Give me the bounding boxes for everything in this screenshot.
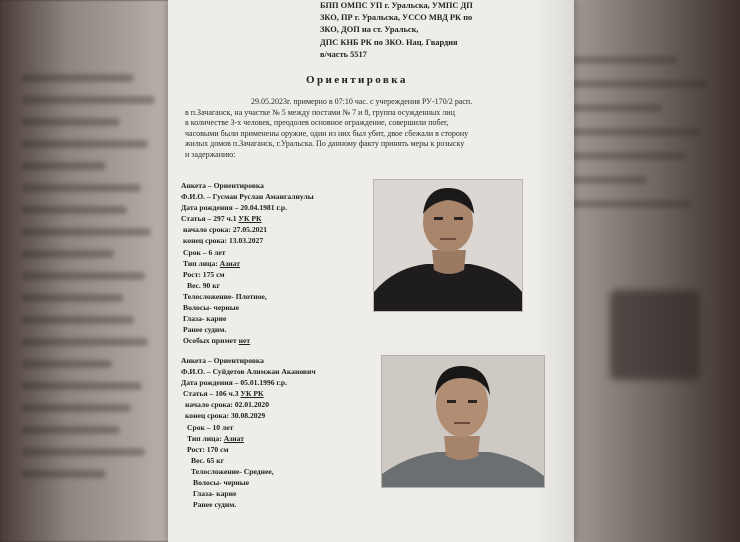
full-name: Ф.И.О. – Гусман Руслан Амангалиулы xyxy=(181,192,314,202)
term-length: Срок – 6 лет xyxy=(183,247,226,257)
article: Статья – 297 ч.1 УК РК xyxy=(181,214,262,224)
suspect-card-1 xyxy=(181,180,314,346)
term-end: конец срока: 30.08.2029 xyxy=(185,411,266,421)
date-of-birth: Дата рождения – 05.01.1996 г.р. xyxy=(181,378,288,388)
header-line: ЗКО, ДОП на ст. Уральск, xyxy=(320,25,419,35)
header-line: ЗКО, ПР г. Уральска, УССО МВД РК по xyxy=(320,13,473,23)
card-heading: Анкета – Ориентировка xyxy=(181,181,264,190)
face-type: Тип лица: Азиат xyxy=(183,258,241,268)
document-title: Ориентировка xyxy=(306,74,408,86)
term-end: конец срока: 13.03.2027 xyxy=(183,236,264,246)
card-heading: Анкета – Ориентировка xyxy=(181,356,264,365)
issuer-header xyxy=(320,0,473,61)
weight: Вес. 65 кг xyxy=(191,455,225,465)
suspect-card-2 xyxy=(181,355,316,510)
criminal-record: Ранее судим. xyxy=(183,325,227,335)
height: Рост: 175 см xyxy=(183,269,225,279)
date-of-birth: Дата рождения – 20.04.1981 г.р. xyxy=(181,203,288,213)
special-marks: Особых примет нет xyxy=(183,336,251,346)
article: Статья – 106 ч.3 УК РК xyxy=(183,389,264,399)
background-photo-blur xyxy=(610,290,700,380)
build: Телосложение- Среднее, xyxy=(191,466,274,476)
header-line: БПП ОМПС УП г. Уральска, УМПС ДП xyxy=(320,1,473,10)
eyes: Глаза- карие xyxy=(183,314,227,324)
weight: Вес. 90 кг xyxy=(187,280,221,290)
suspect-photo-2 xyxy=(381,355,545,488)
body-line: в п.Зачаганск, на участке № 5 между постами № 7 и 8, группа осужденных лиц xyxy=(185,107,455,117)
term-start: начало срока: 02.01.2020 xyxy=(185,400,270,410)
criminal-record: Ранее судим. xyxy=(193,500,237,510)
body-line: и задержанию: xyxy=(185,149,236,159)
body-line: в количестве 3-х человек, преодолев основное ограждение, совершили побег, xyxy=(185,118,449,128)
hair: Волосы- черные xyxy=(183,303,240,313)
term-start: начало срока: 27.05.2021 xyxy=(183,225,268,235)
body-line: жилых домов п.Зачаганск, г.Уральска. По данному факту принять меры к розыску xyxy=(185,139,465,149)
term-length: Срок – 10 лет xyxy=(187,422,234,432)
header-line: ДПС КНБ РК по ЗКО. Нац. Гвардия xyxy=(320,37,458,47)
body-line: часовыми были применены оружие, один из них был убит, двое сбежали в сторону xyxy=(185,128,469,138)
incident-description xyxy=(185,97,560,161)
height: Рост: 170 см xyxy=(187,444,229,454)
background-right-text xyxy=(572,40,722,224)
face-type: Тип лица: Азиат xyxy=(187,433,245,443)
header-line: в/часть 5517 xyxy=(320,49,367,59)
full-name: Ф.И.О. – Суйдетов Алимжан Аканович xyxy=(181,367,316,377)
background-left-text xyxy=(22,60,162,492)
hair: Волосы- черные xyxy=(193,478,250,488)
body-line: 29.05.2023г. примерно в 07:10 час. с учереждения РУ-170/2 расп. xyxy=(251,97,473,106)
suspect-photo-1 xyxy=(373,179,523,312)
build: Телосложение- Плотное, xyxy=(183,291,267,301)
eyes: Глаза- карие xyxy=(193,489,237,499)
